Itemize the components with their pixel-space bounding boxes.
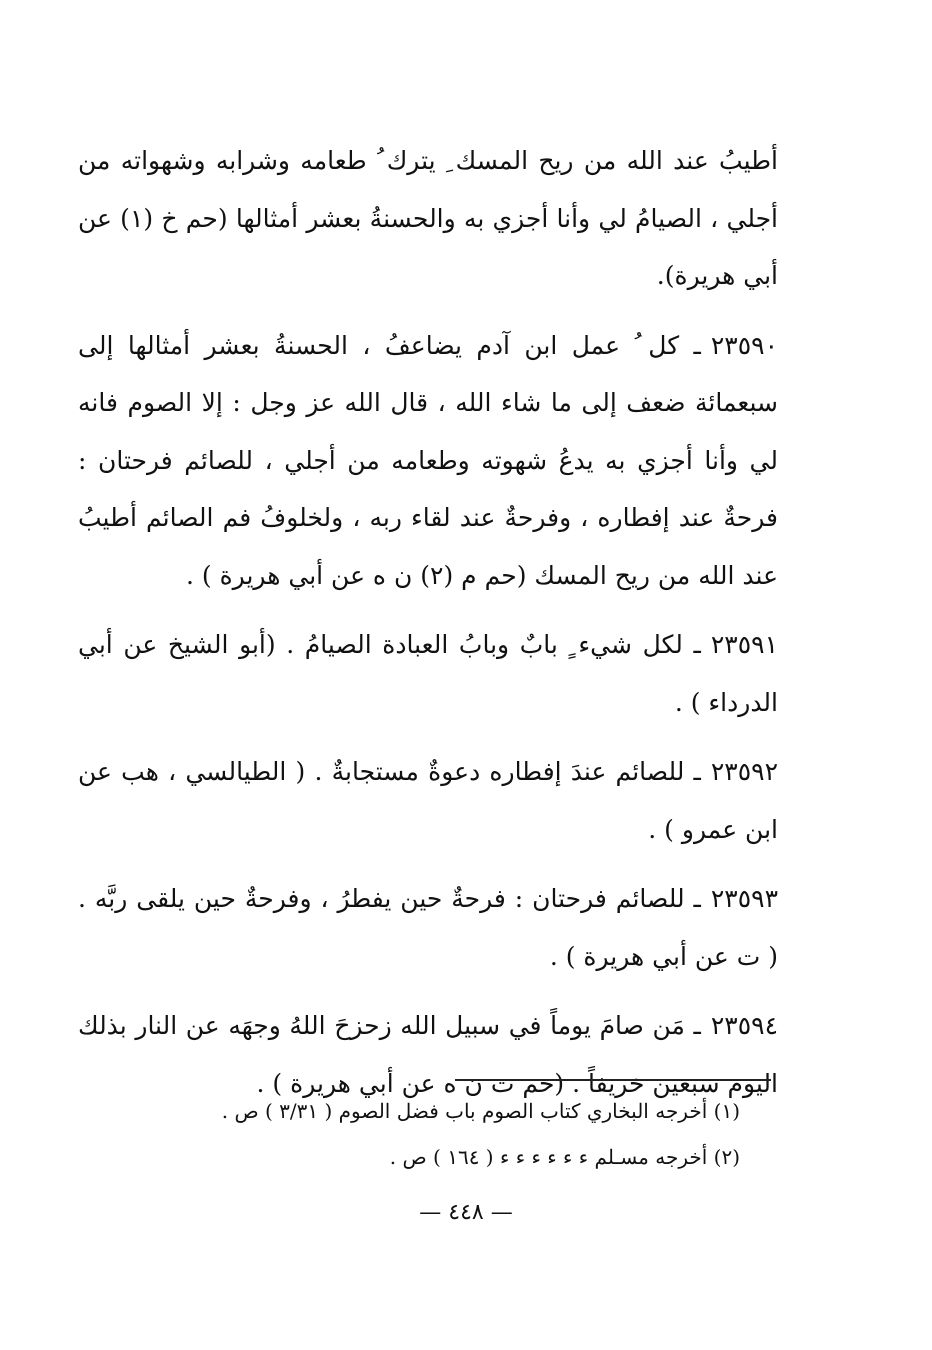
hadith-entry bbox=[78, 870, 778, 985]
hadith-entry bbox=[78, 616, 778, 731]
hadith-entry bbox=[78, 317, 778, 605]
footnote: (٢) أخرجه مسـلم ء ء ء ء ء ء ( ١٦٤ ) ص . bbox=[389, 1145, 740, 1169]
main-text bbox=[78, 132, 778, 1124]
hadith-number: ٢٣٥٩٠ bbox=[710, 330, 778, 360]
hadith-text: ـ كل ُ عمل ابن آدم يضاعفُ ، الحسنةُ بعشر أمثالها إلى سبعمائة ضعف إلى ما شاء الله ، قال الله عز وجل : إلا الصوم فانه لي وأنا أجزي به يدعُ شهوته وطعامه من أجلي ، للصائم فرحتان : فرحةٌ عند إفطاره ، وفرحةٌ عند لقاء ربه ، ولخلوفُ فم الصائم أطيبُ عند الله من ريح المسك (حم م (٢) ن ه عن أبي هريرة ) . bbox=[78, 330, 778, 590]
footnote-divider bbox=[455, 1079, 771, 1081]
hadith-text: ـ لكل شيء ٍ بابٌ وبابُ العبادة الصيامُ . (أبو الشيخ عن أبي الدرداء ) . bbox=[78, 630, 778, 717]
hadith-number: ٢٣٥٩١ bbox=[710, 630, 778, 659]
hadith-number: ٢٣٥٩٤ bbox=[710, 1011, 778, 1040]
hadith-number: ٢٣٥٩٢ bbox=[710, 757, 778, 786]
continuation-paragraph: أطيبُ عند الله من ريح المسك ِ يترك ُ طعامه وشرابه وشهواته من أجلي ، الصيامُ لي وأنا أجزي به والحسنةُ بعشر أمثالها (حم خ (١) عن أبي هريرة). bbox=[78, 146, 778, 290]
hadith-text: ـ مَن صامَ يوماً في سبيل الله زحزحَ اللهُ وجهَه عن النار بذلك اليوم سبعين خريفاً . (حم ت ن ه عن أبي هريرة ) . bbox=[78, 1011, 778, 1098]
hadith-number: ٢٣٥٩٣ bbox=[710, 884, 778, 913]
footnote: (١) أخرجه البخاري كتاب الصوم باب فضل الصوم ( ٣/٣١ ) ص . bbox=[221, 1099, 740, 1123]
hadith-text: ـ للصائم فرحتان : فرحةٌ حين يفطرُ ، وفرحةٌ حين يلقى ربَّه . ( ت عن أبي هريرة ) . bbox=[78, 884, 778, 971]
footnotes bbox=[100, 1088, 740, 1180]
page-number: — ٤٤٨ — bbox=[419, 1200, 513, 1225]
hadith-text: ـ للصائم عندَ إفطاره دعوةٌ مستجابةٌ . ( الطيالسي ، هب عن ابن عمرو ) . bbox=[78, 757, 778, 844]
hadith-entry bbox=[78, 743, 778, 858]
